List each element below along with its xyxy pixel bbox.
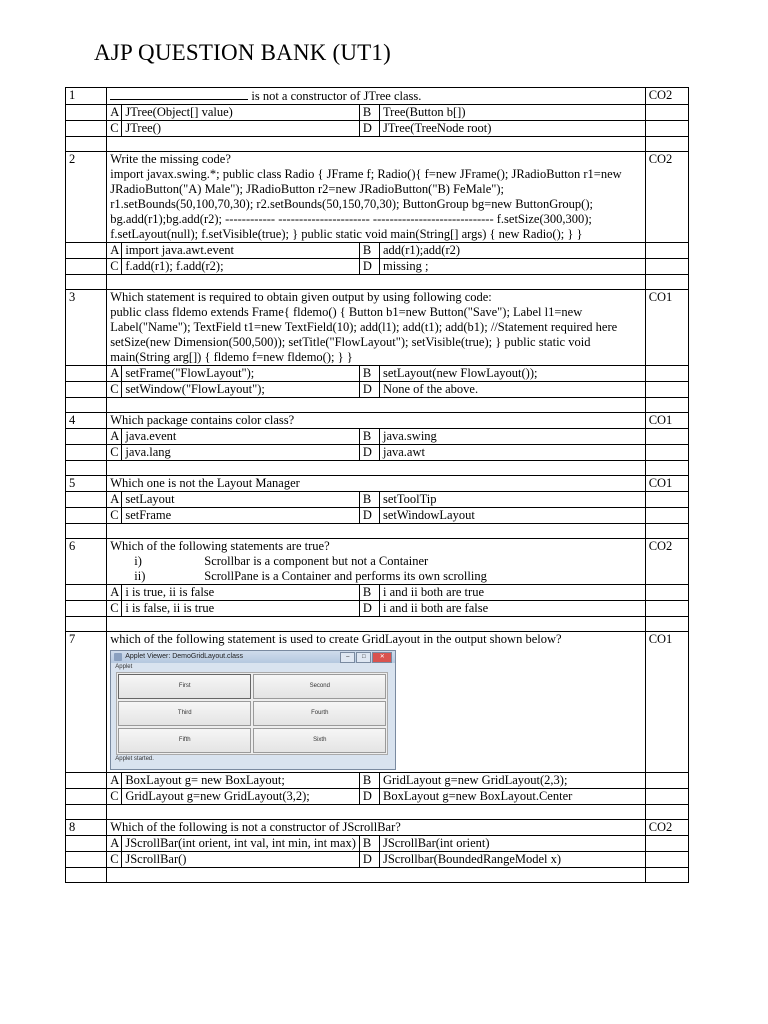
- option-c: i is false, ii is true: [122, 601, 360, 617]
- spacer-row: [66, 805, 689, 820]
- minimize-icon: –: [340, 652, 355, 663]
- option-a: BoxLayout g= new BoxLayout;: [122, 773, 360, 789]
- question-text: is not a constructor of JTree class.: [251, 89, 422, 103]
- option-b: add(r1);add(r2): [379, 243, 645, 259]
- question-text-cell: [107, 290, 645, 366]
- empty-cell: [645, 259, 688, 275]
- sub-statement-text: ScrollPane is a Container and performs its own scrolling: [204, 569, 487, 583]
- spacer-row: [66, 275, 689, 290]
- option-d: JTree(TreeNode root): [379, 121, 645, 137]
- empty-cell: [645, 382, 688, 398]
- option-d: missing ;: [379, 259, 645, 275]
- option-letter: C: [107, 121, 122, 137]
- empty-cell: [645, 852, 688, 868]
- empty-cell: [107, 524, 645, 539]
- options-row: [66, 836, 689, 852]
- question-text: which of the following statement is used to create GridLayout in the output shown below?: [110, 632, 562, 646]
- option-letter: D: [359, 382, 379, 398]
- options-row: [66, 508, 689, 524]
- empty-cell: [645, 601, 688, 617]
- option-letter: C: [107, 852, 122, 868]
- question-text: Write the missing code? import javax.swing.*; public class Radio { JFrame f; Radio(){ f=new JFrame(); JRadioButton r1=new JRadioButton("A) Male"); JRadioButton r2=new JRadioButton("B) FeMale"); r1.setBounds(50,100,70,30); r2.setBounds(50,150,70,30); ButtonGroup bg=new ButtonGroup(); bg.add(r1);bg.add(r2); ------------ ---------------------- ----------------------------- f.setSize(300,300); f.setLayout(null); f.setVisible(true); } public static void main(String[] args) { new Radio(); } }: [110, 152, 622, 241]
- option-c: JTree(): [122, 121, 360, 137]
- option-letter: D: [359, 852, 379, 868]
- maximize-icon: □: [356, 652, 371, 663]
- empty-cell: [66, 852, 107, 868]
- question-number: 3: [66, 290, 107, 366]
- applet-grid-button: Fifth: [118, 728, 251, 753]
- question-text: Which one is not the Layout Manager: [110, 476, 300, 490]
- option-b: java.swing: [379, 429, 645, 445]
- spacer-row: [66, 461, 689, 476]
- empty-cell: [107, 868, 645, 883]
- empty-cell: [645, 243, 688, 259]
- empty-cell: [66, 445, 107, 461]
- options-row: [66, 852, 689, 868]
- empty-cell: [66, 868, 107, 883]
- option-c: JScrollBar(): [122, 852, 360, 868]
- option-c: setFrame: [122, 508, 360, 524]
- question-row: [66, 152, 689, 243]
- question-row: [66, 88, 689, 105]
- close-icon: ✕: [372, 652, 392, 663]
- sub-statement-roman: i): [134, 554, 142, 568]
- empty-cell: [645, 366, 688, 382]
- options-row: [66, 492, 689, 508]
- question-number: 8: [66, 820, 107, 836]
- option-d: setWindowLayout: [379, 508, 645, 524]
- option-letter: C: [107, 508, 122, 524]
- empty-cell: [645, 492, 688, 508]
- question-number: 2: [66, 152, 107, 243]
- empty-cell: [66, 382, 107, 398]
- course-outcome: CO1: [645, 290, 688, 366]
- option-letter: D: [359, 789, 379, 805]
- option-c: setWindow("FlowLayout");: [122, 382, 360, 398]
- option-letter: C: [107, 382, 122, 398]
- empty-cell: [645, 275, 688, 290]
- empty-cell: [66, 398, 107, 413]
- option-letter: C: [107, 445, 122, 461]
- empty-cell: [66, 805, 107, 820]
- options-row: [66, 366, 689, 382]
- question-text: Which of the following is not a constructor of JScrollBar?: [110, 820, 401, 834]
- question-text-cell: [107, 88, 645, 105]
- applet-grid-button: Fourth: [253, 701, 386, 726]
- empty-cell: [66, 105, 107, 121]
- question-text-cell: [107, 413, 645, 429]
- question-number: 5: [66, 476, 107, 492]
- empty-cell: [645, 805, 688, 820]
- applet-menu: Applet: [115, 664, 133, 670]
- empty-cell: [107, 137, 645, 152]
- question-number: 4: [66, 413, 107, 429]
- options-row: [66, 585, 689, 601]
- applet-titlebar: [111, 651, 395, 663]
- question-row: [66, 476, 689, 492]
- empty-cell: [66, 524, 107, 539]
- option-letter: D: [359, 445, 379, 461]
- option-letter: A: [107, 105, 122, 121]
- question-number: 7: [66, 632, 107, 773]
- option-a: import java.awt.event: [122, 243, 360, 259]
- empty-cell: [107, 398, 645, 413]
- course-outcome: CO1: [645, 632, 688, 773]
- applet-app-icon: [114, 653, 122, 661]
- empty-cell: [645, 398, 688, 413]
- applet-grid-button: Sixth: [253, 728, 386, 753]
- empty-cell: [66, 601, 107, 617]
- option-letter: C: [107, 601, 122, 617]
- options-row: [66, 121, 689, 137]
- empty-cell: [66, 429, 107, 445]
- empty-cell: [66, 275, 107, 290]
- empty-cell: [66, 366, 107, 382]
- option-letter: A: [107, 366, 122, 382]
- option-a: JScrollBar(int orient, int val, int min, int max): [122, 836, 360, 852]
- empty-cell: [66, 836, 107, 852]
- question-table: [65, 87, 689, 883]
- option-letter: B: [359, 836, 379, 852]
- question-text: Which statement is required to obtain given output by using following code: public class fldemo extends Frame{ fldemo() { Button b1=new Button("Save"); Label l1=new Label("Name"); TextField t1=new TextField(10); add(l1); add(t1); add(b1); //Statement required here setSize(new Dimension(500,500)); setTitle("FlowLayout"); setVisible(true); } public static void main(String arg[]) { fldemo f=new fldemo(); } }: [110, 290, 618, 364]
- course-outcome: CO1: [645, 476, 688, 492]
- empty-cell: [645, 868, 688, 883]
- option-d: JScrollbar(BoundedRangeModel x): [379, 852, 645, 868]
- option-d: java.awt: [379, 445, 645, 461]
- option-a: setFrame("FlowLayout");: [122, 366, 360, 382]
- applet-status: Applet started.: [115, 756, 154, 762]
- spacer-row: [66, 137, 689, 152]
- option-d: None of the above.: [379, 382, 645, 398]
- course-outcome: CO2: [645, 88, 688, 105]
- options-row: [66, 601, 689, 617]
- question-row: [66, 539, 689, 585]
- empty-cell: [645, 508, 688, 524]
- option-letter: B: [359, 492, 379, 508]
- option-a: setLayout: [122, 492, 360, 508]
- options-row: [66, 243, 689, 259]
- option-d: i and ii both are false: [379, 601, 645, 617]
- empty-cell: [66, 259, 107, 275]
- options-row: [66, 429, 689, 445]
- empty-cell: [66, 243, 107, 259]
- course-outcome: CO2: [645, 820, 688, 836]
- empty-cell: [645, 836, 688, 852]
- option-a: java.event: [122, 429, 360, 445]
- option-b: JScrollBar(int orient): [379, 836, 645, 852]
- empty-cell: [66, 508, 107, 524]
- question-text: Which of the following statements are true?: [110, 539, 330, 553]
- options-row: [66, 789, 689, 805]
- options-row: [66, 445, 689, 461]
- option-letter: C: [107, 259, 122, 275]
- empty-cell: [645, 121, 688, 137]
- option-letter: A: [107, 773, 122, 789]
- spacer-row: [66, 617, 689, 632]
- course-outcome: CO1: [645, 413, 688, 429]
- option-letter: B: [359, 585, 379, 601]
- applet-window-title: Applet Viewer: DemoGridLayout.class: [125, 653, 244, 660]
- question-number: 6: [66, 539, 107, 585]
- empty-cell: [645, 461, 688, 476]
- option-b: setToolTip: [379, 492, 645, 508]
- option-c: java.lang: [122, 445, 360, 461]
- sub-statement-roman: ii): [134, 569, 146, 583]
- option-c: f.add(r1); f.add(r2);: [122, 259, 360, 275]
- course-outcome: CO2: [645, 539, 688, 585]
- window-controls: [340, 652, 392, 663]
- question-text-cell: [107, 152, 645, 243]
- applet-grid-button: First: [118, 674, 251, 699]
- option-letter: B: [359, 429, 379, 445]
- option-b: Tree(Button b[]): [379, 105, 645, 121]
- option-b: setLayout(new FlowLayout());: [379, 366, 645, 382]
- question-text: Which package contains color class?: [110, 413, 295, 427]
- option-b: GridLayout g=new GridLayout(2,3);: [379, 773, 645, 789]
- question-row: [66, 632, 689, 773]
- empty-cell: [66, 137, 107, 152]
- question-number: 1: [66, 88, 107, 105]
- options-row: [66, 773, 689, 789]
- empty-cell: [645, 524, 688, 539]
- course-outcome: CO2: [645, 152, 688, 243]
- option-letter: A: [107, 492, 122, 508]
- option-letter: B: [359, 773, 379, 789]
- empty-cell: [645, 137, 688, 152]
- spacer-row: [66, 868, 689, 883]
- option-letter: B: [359, 105, 379, 121]
- page-title: AJP QUESTION BANK (UT1): [94, 40, 391, 65]
- question-row: [66, 290, 689, 366]
- option-letter: B: [359, 366, 379, 382]
- empty-cell: [66, 585, 107, 601]
- sub-statement-text: Scrollbar is a component but not a Container: [204, 554, 429, 568]
- empty-cell: [107, 461, 645, 476]
- empty-cell: [66, 492, 107, 508]
- option-letter: A: [107, 836, 122, 852]
- question-row: [66, 413, 689, 429]
- empty-cell: [107, 275, 645, 290]
- option-c: GridLayout g=new GridLayout(3,2);: [122, 789, 360, 805]
- option-letter: D: [359, 601, 379, 617]
- empty-cell: [645, 105, 688, 121]
- empty-cell: [66, 789, 107, 805]
- fill-blank: [110, 88, 248, 100]
- question-row: [66, 820, 689, 836]
- option-letter: C: [107, 789, 122, 805]
- option-letter: D: [359, 259, 379, 275]
- empty-cell: [66, 121, 107, 137]
- empty-cell: [645, 429, 688, 445]
- empty-cell: [66, 461, 107, 476]
- empty-cell: [645, 585, 688, 601]
- applet-grid: [116, 672, 388, 755]
- option-d: BoxLayout g=new BoxLayout.Center: [379, 789, 645, 805]
- option-b: i and ii both are true: [379, 585, 645, 601]
- question-text-cell: [107, 632, 645, 773]
- empty-cell: [645, 617, 688, 632]
- option-a: JTree(Object[] value): [122, 105, 360, 121]
- option-letter: A: [107, 429, 122, 445]
- spacer-row: [66, 398, 689, 413]
- options-row: [66, 382, 689, 398]
- option-letter: D: [359, 508, 379, 524]
- empty-cell: [645, 789, 688, 805]
- sub-statement: [110, 569, 641, 584]
- empty-cell: [66, 773, 107, 789]
- empty-cell: [645, 773, 688, 789]
- option-letter: B: [359, 243, 379, 259]
- empty-cell: [107, 805, 645, 820]
- sub-statement: [110, 554, 641, 569]
- options-row: [66, 105, 689, 121]
- empty-cell: [645, 445, 688, 461]
- applet-viewer-screenshot: [110, 650, 396, 770]
- option-letter: D: [359, 121, 379, 137]
- empty-cell: [107, 617, 645, 632]
- option-letter: A: [107, 243, 122, 259]
- question-text-cell: [107, 476, 645, 492]
- empty-cell: [66, 617, 107, 632]
- question-text-cell: [107, 820, 645, 836]
- option-a: i is true, ii is false: [122, 585, 360, 601]
- spacer-row: [66, 524, 689, 539]
- question-text-cell: [107, 539, 645, 585]
- applet-grid-button: Third: [118, 701, 251, 726]
- option-letter: A: [107, 585, 122, 601]
- options-row: [66, 259, 689, 275]
- applet-grid-button: Second: [253, 674, 386, 699]
